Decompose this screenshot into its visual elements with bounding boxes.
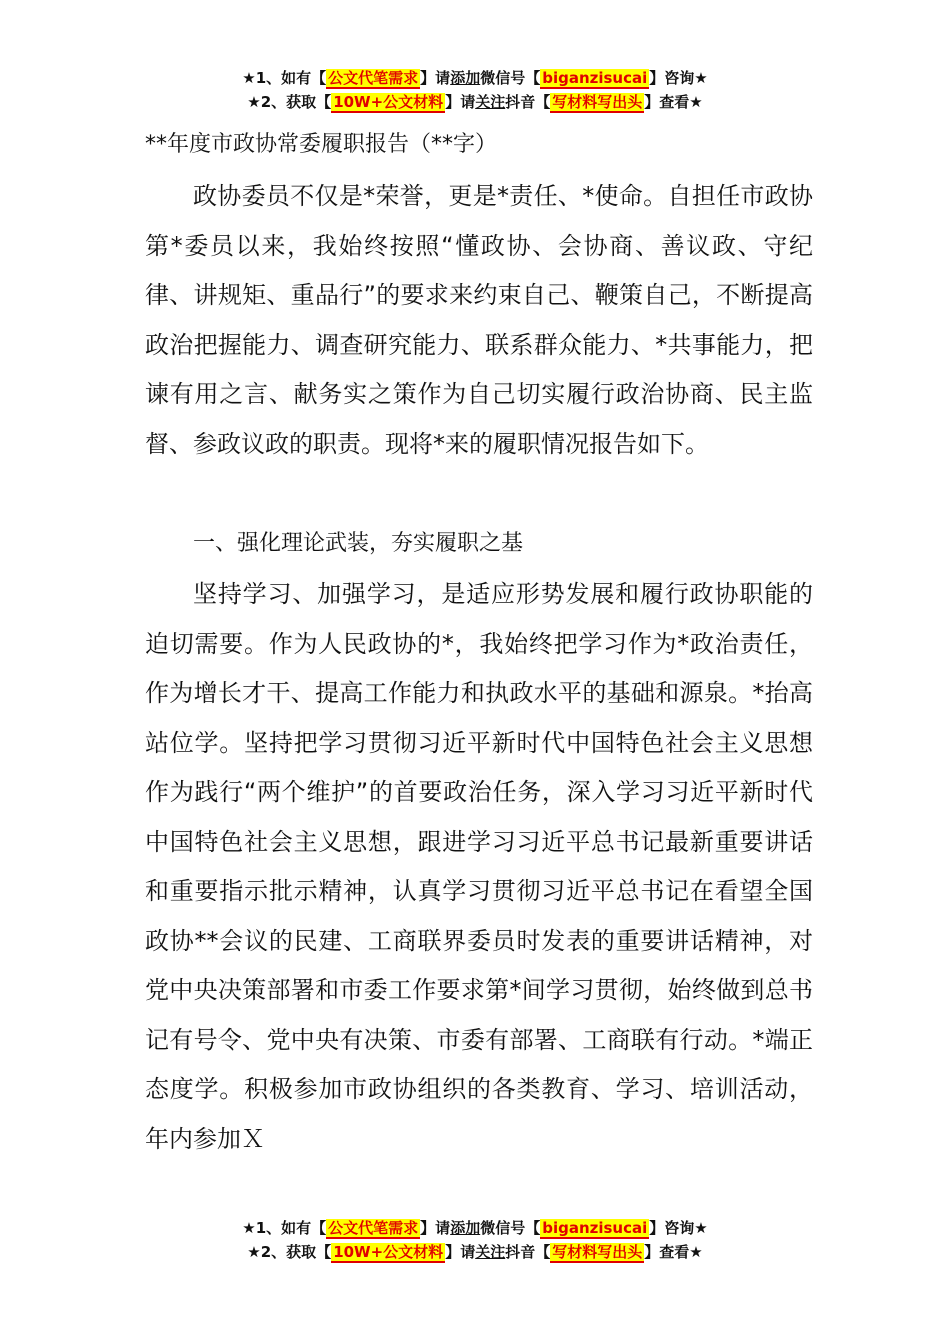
promo-text: 】请 <box>445 93 476 111</box>
promo-banner-bottom <box>0 1216 950 1264</box>
promo-highlight-douyin: 写材料写出头 <box>552 1243 643 1261</box>
promo-underlined: 关注 <box>475 1243 506 1261</box>
promo-text: ★2、获取【 <box>247 93 332 111</box>
promo-highlight-wechat: biganzisucai <box>542 1219 648 1237</box>
promo-text: 】咨询★ <box>649 69 708 87</box>
promo-text: 】请 <box>420 69 451 87</box>
promo-highlight-wechat: biganzisucai <box>542 69 648 87</box>
promo-text: ★1、如有【 <box>242 69 327 87</box>
promo-underlined: 关注 <box>475 93 506 111</box>
promo-text: 】请 <box>420 1219 451 1237</box>
promo-banner-top <box>0 66 950 114</box>
promo-text: 微信号【 <box>480 69 541 87</box>
promo-text: 抖音【 <box>505 93 551 111</box>
promo-highlight: 公文代笔需求 <box>328 69 419 87</box>
promo-text: 】请 <box>445 1243 476 1261</box>
document-title: **年度市政协常委履职报告（**字） <box>145 132 498 157</box>
section-heading-1: 一、强化理论武装，夯实履职之基 <box>193 531 524 556</box>
promo-highlight: 公文代笔需求 <box>328 1219 419 1237</box>
promo-text: 】咨询★ <box>649 1219 708 1237</box>
promo-highlight: 10W+公文材料 <box>333 93 444 111</box>
promo-text: 】查看★ <box>644 1243 703 1261</box>
promo-highlight: 10W+公文材料 <box>333 1243 444 1261</box>
promo-line-1 <box>0 1216 950 1240</box>
paragraph-study: 坚持学习、加强学习，是适应形势发展和履行政协职能的迫切需要。作为人民政协的*，我始终把学习作为*政治责任，作为增长才干、提高工作能力和执政水平的基础和源泉。*抬高站位学。坚持把学习贯彻习近平新时代中国特色社会主义思想作为践行“两个维护”的首要政治任务，深入学习习近平新时代中国特色社会主义思想，跟进学习习近平总书记最新重要讲话和重要指示批示精神，认真学习贯彻习近平总书记在看望全国政协**会议的民建、工商联界委员时发表的重要讲话精神，对党中央决策部署和市委工作要求第*间学习贯彻，始终做到总书记有号令、党中央有决策、市委有部署、工商联有行动。*端正态度学。积极参加市政协组织的各类教育、学习、培训活动，年内参加Ｘ <box>145 580 813 1153</box>
body-block-2 <box>145 570 813 1164</box>
promo-text: 】查看★ <box>644 93 703 111</box>
promo-text: 抖音【 <box>505 1243 551 1261</box>
promo-line-1 <box>0 66 950 90</box>
promo-line-2 <box>0 1240 950 1264</box>
promo-underlined: 添加 <box>450 69 481 87</box>
promo-text: ★2、获取【 <box>247 1243 332 1261</box>
promo-text: ★1、如有【 <box>242 1219 327 1237</box>
promo-highlight-douyin: 写材料写出头 <box>552 93 643 111</box>
promo-underlined: 添加 <box>450 1219 481 1237</box>
promo-line-2 <box>0 90 950 114</box>
promo-text: 微信号【 <box>480 1219 541 1237</box>
paragraph-intro: 政协委员不仅是*荣誉，更是*责任、*使命。自担任市政协第*委员以来，我始终按照“懂政协、会协商、善议政、守纪律、讲规矩、重品行”的要求来约束自己、鞭策自己，不断提高政治把握能力、调查研究能力、联系群众能力、*共事能力，把谏有用之言、献务实之策作为自己切实履行政治协商、民主监督、参政议政的职责。现将*来的履职情况报告如下。 <box>145 182 813 458</box>
body-block-1 <box>145 172 813 469</box>
